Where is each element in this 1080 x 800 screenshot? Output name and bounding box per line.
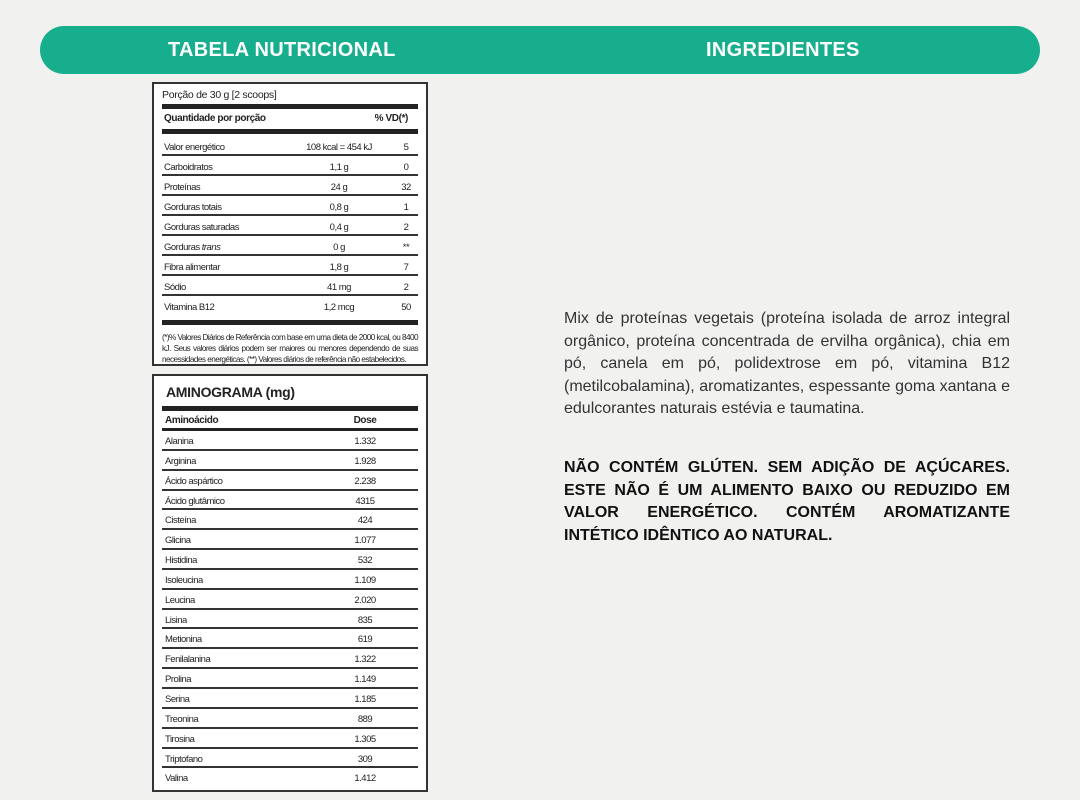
divider: [162, 406, 418, 411]
nutrient-amount: 1,1 g: [329, 162, 349, 173]
amino-name: Lisina: [165, 614, 187, 626]
amino-name: Serina: [165, 693, 190, 705]
nutrient-vd: 5: [403, 142, 409, 153]
dose-header: Dose: [353, 415, 377, 426]
nutrient-name: Fibra alimentar: [164, 262, 220, 273]
table-row: [162, 136, 418, 156]
amino-dose: 2.238: [354, 475, 376, 487]
nutrient-name: Carboidratos: [164, 162, 213, 173]
amino-dose: 4315: [355, 495, 375, 507]
nutrient-name: Gorduras trans: [164, 242, 221, 253]
ingredients-text: Mix de proteínas vegetais (proteína isolada de arroz integral orgânico, proteína concentrada de ervilha orgânica), chia em pó, canela em pó, polidextrose em pó, vitamina B12 (metilcobalamina), aromatizantes, espessante goma xantana e edulcorantes naturais estévia e taumatina.: [564, 310, 1010, 417]
amino-name: Alanina: [165, 436, 194, 447]
nutrient-amount: 0,8 g: [329, 202, 349, 213]
nutrient-vd: 1: [403, 202, 409, 213]
amino-name: Ácido aspártico: [165, 475, 223, 487]
nutrient-vd: 32: [401, 182, 411, 193]
nutrient-amount: 108 kcal = 454 kJ: [306, 142, 372, 153]
amino-name: Leucina: [165, 594, 195, 606]
nutrient-name: Proteínas: [164, 182, 201, 193]
vd-header: % VD(*): [374, 113, 408, 124]
table-row: [162, 451, 418, 471]
table-row: [162, 256, 418, 276]
table-row: [162, 570, 418, 590]
amino-dose: 1.077: [354, 535, 376, 547]
table-row: [162, 156, 418, 176]
nutrient-name: Valor energético: [164, 142, 225, 153]
nutrient-name: Gorduras saturadas: [164, 222, 239, 233]
amino-dose: 1.412: [354, 773, 376, 785]
amino-header: Aminoácido: [165, 415, 219, 426]
table-row: [162, 669, 418, 689]
table-row: [162, 749, 418, 769]
trans-italic: trans: [201, 242, 221, 253]
nutrient-amount: 0,4 g: [329, 222, 349, 233]
divider: [162, 104, 418, 109]
table-row: [162, 689, 418, 709]
table-row: [162, 768, 418, 788]
nutrient-vd: 2: [403, 282, 409, 293]
table-row: [162, 590, 418, 610]
amino-dose: 309: [357, 753, 373, 765]
amino-name: Valina: [165, 773, 188, 785]
nutrient-name: Vitamina B12: [164, 302, 215, 313]
header-bar: [40, 26, 1040, 74]
amino-name: Histidina: [165, 555, 197, 567]
table-row: [162, 216, 418, 236]
aminogram-rows: [162, 431, 418, 788]
amino-name: Cisteína: [165, 515, 196, 527]
amino-dose: 1.109: [354, 574, 376, 586]
table-row: [162, 530, 418, 550]
tab-ingredients-title: INGREDIENTES: [706, 39, 860, 61]
aminogram-title: AMINOGRAMA (mg): [166, 384, 295, 400]
nutrient-amount: 0 g: [333, 242, 345, 253]
amino-name: Arginina: [165, 455, 196, 467]
nutrient-vd: 2: [403, 222, 409, 233]
table-row: [162, 510, 418, 530]
table-row: [162, 176, 418, 196]
quantity-header: Quantidade por porção: [164, 113, 266, 124]
amino-dose: 1.185: [354, 693, 376, 705]
table-row: [162, 550, 418, 570]
table-row: [162, 196, 418, 216]
amino-name: Tirosina: [165, 733, 195, 745]
amino-dose: 835: [357, 614, 373, 626]
table-row: [162, 649, 418, 669]
amino-dose: 889: [357, 713, 373, 725]
table-row: [162, 610, 418, 630]
amino-name: Fenilalanina: [165, 654, 211, 666]
nutrient-amount: 1,8 g: [329, 262, 349, 273]
table-row: [162, 491, 418, 511]
nutrition-rows: [162, 136, 418, 316]
table-row: [162, 296, 418, 316]
divider: [162, 320, 418, 325]
table-row: [162, 276, 418, 296]
table-row: [162, 629, 418, 649]
amino-dose: 424: [357, 515, 373, 527]
nutrient-vd: 0: [403, 162, 409, 173]
amino-dose: 1.332: [354, 436, 376, 447]
amino-dose: 1.928: [354, 455, 376, 467]
amino-dose: 619: [357, 634, 373, 646]
amino-name: Isoleucina: [165, 574, 203, 586]
nutrition-table: [152, 82, 428, 366]
table-row: [162, 729, 418, 749]
tab-nutrition-title: TABELA NUTRICIONAL: [168, 39, 396, 61]
table-row: [162, 431, 418, 451]
nutrient-name: Gorduras totais: [164, 202, 222, 213]
amino-name: Treonina: [165, 713, 199, 725]
aminogram-table: [152, 374, 428, 792]
nutrition-header-row: [162, 111, 418, 127]
table-row: [162, 709, 418, 729]
amino-dose: 1.305: [354, 733, 376, 745]
divider: [162, 129, 418, 134]
amino-name: Metionina: [165, 634, 202, 646]
portion-size: Porção de 30 g [2 scoops]: [162, 89, 277, 101]
nutrient-vd: **: [402, 242, 410, 253]
table-row: [162, 471, 418, 491]
nutrition-footnote: (*)% Valores Diários de Referência com base em uma dieta de 2000 kcal, ou 8400 kJ. Seus valores diários podem ser maiores ou menores dependendo de suas necessidades energéticas. (**) Valores diários de referência não estabelecidos.: [162, 333, 418, 364]
nutrient-amount: 24 g: [330, 182, 348, 193]
nutrient-amount: 1,2 mcg: [323, 302, 355, 313]
nutrient-vd: 50: [401, 302, 411, 313]
amino-dose: 1.322: [354, 654, 376, 666]
amino-name: Triptofano: [165, 753, 203, 765]
warning-text: NÃO CONTÉM GLÚTEN. SEM ADIÇÃO DE AÇÚCARES. ESTE NÃO É UM ALIMENTO BAIXO OU REDUZIDO EM VALOR ENERGÉTICO. CONTÉM AROMATIZANTE INTÉTICO IDÊNTICO AO NATURAL.: [564, 459, 1010, 544]
table-row: [162, 236, 418, 256]
nutrient-amount: 41 mg: [327, 282, 351, 293]
amino-name: Prolina: [165, 674, 192, 686]
nutrient-vd: 7: [403, 262, 409, 273]
amino-dose: 532: [357, 555, 373, 567]
aminogram-header-row: [162, 413, 418, 428]
amino-dose: 2.020: [354, 594, 376, 606]
nutrient-name: Sódio: [164, 282, 186, 293]
amino-name: Ácido glutâmico: [165, 495, 225, 507]
amino-dose: 1.149: [354, 674, 376, 686]
amino-name: Glicina: [165, 535, 191, 547]
